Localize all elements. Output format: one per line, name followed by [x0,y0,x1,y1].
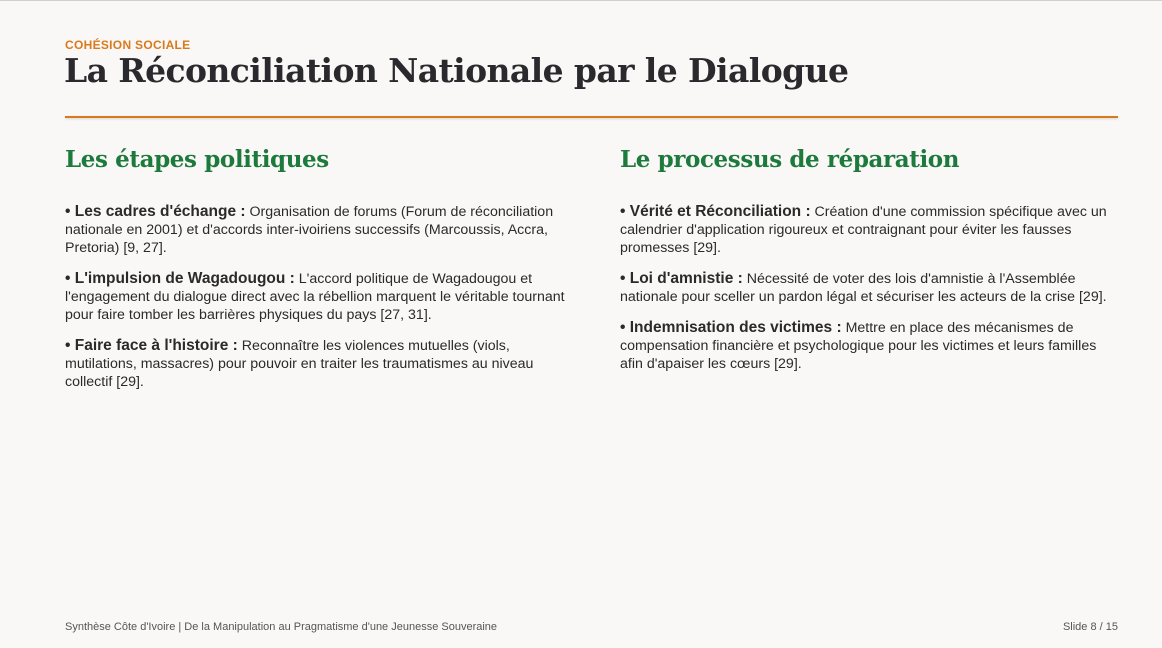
item-lead: • Faire face à l'histoire : [65,337,238,354]
list-item [620,203,1120,257]
slide-title: La Réconciliation Nationale par le Dialogue [64,51,849,90]
item-lead: • L'impulsion de Wagadougou : [65,270,295,287]
item-text: Organisation de forums (Forum de réconciliation nationale en 2001) et d'accords inter-ivoiriens successifs (Marcoussis, Accra, Pretoria) [9, 27]. [65,204,554,256]
list-item [65,270,565,324]
section-kicker: COHÉSION SOCIALE [65,38,191,52]
item-text: L'accord politique de Wagadougou et l'engagement du dialogue direct avec la rébellion marquent le véritable tournant pour faire tomber les barrières physiques du pays [27, 31]. [65,271,565,323]
right-column [620,146,1120,386]
top-border [0,0,1162,1]
left-column-heading: Les étapes politiques [65,146,329,173]
list-item [620,270,1120,306]
list-item [65,337,565,391]
left-column [65,146,565,404]
item-lead: • Vérité et Réconciliation : [620,203,811,220]
title-divider [65,116,1118,118]
item-lead: • Indemnisation des victimes : [620,319,842,336]
item-text: Reconnaître les violences mutuelles (viols, mutilations, massacres) pour pouvoir en traiter les traumatismes au niveau collectif [29]. [65,338,534,390]
item-text: Création d'une commission spécifique avec un calendrier d'application rigoureux et contraignant pour éviter les fausses promesses [29]. [620,204,1107,256]
footer-caption: Synthèse Côte d'Ivoire | De la Manipulation au Pragmatisme d'une Jeunesse Souveraine [65,621,498,633]
slide-number: Slide 8 / 15 [1062,621,1118,633]
right-column-heading: Le processus de réparation [620,146,960,173]
item-text: Nécessité de voter des lois d'amnistie à l'Assemblée nationale pour sceller un pardon légal et sécuriser les acteurs de la crise [29]. [620,271,1107,305]
item-text: Mettre en place des mécanismes de compensation financière et psychologique pour les victimes et leurs familles afin d'apaiser les cœurs [29]. [620,320,1097,372]
list-item [620,319,1120,373]
item-lead: • Les cadres d'échange : [65,203,246,220]
item-lead: • Loi d'amnistie : [620,270,743,287]
list-item [65,203,565,257]
